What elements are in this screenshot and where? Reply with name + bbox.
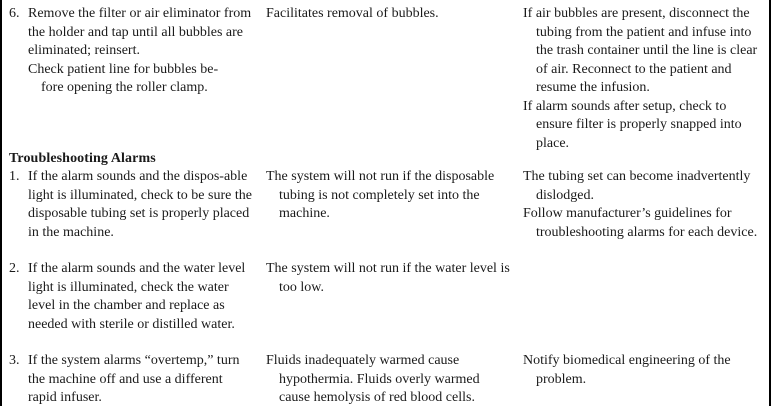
alarm-step-2 — [9, 260, 254, 334]
alarm-step-3-notes-cell — [523, 352, 763, 389]
step-subtext-line-2: fore opening the roller clamp. — [41, 80, 208, 95]
step-subtext-line-1: Check patient line for bubbles be- — [28, 61, 219, 77]
step-6-cell — [9, 5, 254, 98]
step-text: If the alarm sounds and the water level light is illuminated, check the water level in the chamber and replace as needed with sterile or distilled water. — [28, 261, 246, 332]
step-text: If the alarm sounds and the dispos-able light is illuminated, check to be sure the disposable tubing set is properly placed in the machine. — [28, 169, 252, 240]
note-text: Notify biomedical engineering of the problem. — [523, 353, 731, 387]
rationale-text: Fluids inadequately warmed cause hypothermia. Fluids overly warmed cause hemolysis of red blood cells. — [266, 353, 480, 405]
step-6-notes-cell — [523, 5, 763, 153]
alarm-step-2-cell — [9, 260, 254, 334]
step-text: Remove the filter or air eliminator from the holder and tap until all bubbles are eliminated; reinsert. — [28, 6, 252, 58]
step-number: 2. — [9, 261, 20, 276]
alarm-step-1-cell — [9, 168, 254, 242]
alarm-step-1-rationale-cell — [266, 168, 511, 224]
step-number: 1. — [9, 169, 20, 184]
note-text: If air bubbles are present, disconnect the tubing from the patient and infuse into the trash container until the line is clear of air. Reconnect to the patient and resume the infusion. — [523, 6, 758, 95]
note-text: If alarm sounds after setup, check to ensure filter is properly snapped into place. — [523, 98, 742, 151]
step-number: 3. — [9, 353, 20, 368]
step-number: 6. — [9, 6, 20, 21]
rationale-text: The system will not run if the water level is too low. — [266, 261, 510, 295]
step-text: If the system alarms “overtemp,” turn the machine off and use a different rapid infuser. — [28, 353, 240, 405]
alarm-step-3-rationale-cell — [266, 352, 511, 408]
rationale-text: The system will not run if the disposable tubing is not completely set into the machine. — [266, 169, 495, 221]
alarm-step-3-cell — [9, 352, 254, 408]
alarm-step-1 — [9, 168, 254, 242]
step-subtext — [28, 61, 254, 98]
alarm-step-1-notes-cell — [523, 168, 763, 242]
step-6-rationale-cell — [266, 5, 511, 24]
left-border-rule — [0, 0, 2, 406]
rationale-text: Facilitates removal of bubbles. — [266, 6, 439, 21]
step-6 — [9, 5, 254, 98]
alarm-step-2-rationale-cell — [266, 260, 511, 297]
alarm-step-3 — [9, 352, 254, 408]
section-heading: Troubleshooting Alarms — [9, 151, 156, 166]
note-text: Follow manufacturer’s guidelines for troubleshooting alarms for each device. — [523, 206, 758, 240]
note-text: The tubing set can become inadvertently dislodged. — [523, 169, 751, 203]
